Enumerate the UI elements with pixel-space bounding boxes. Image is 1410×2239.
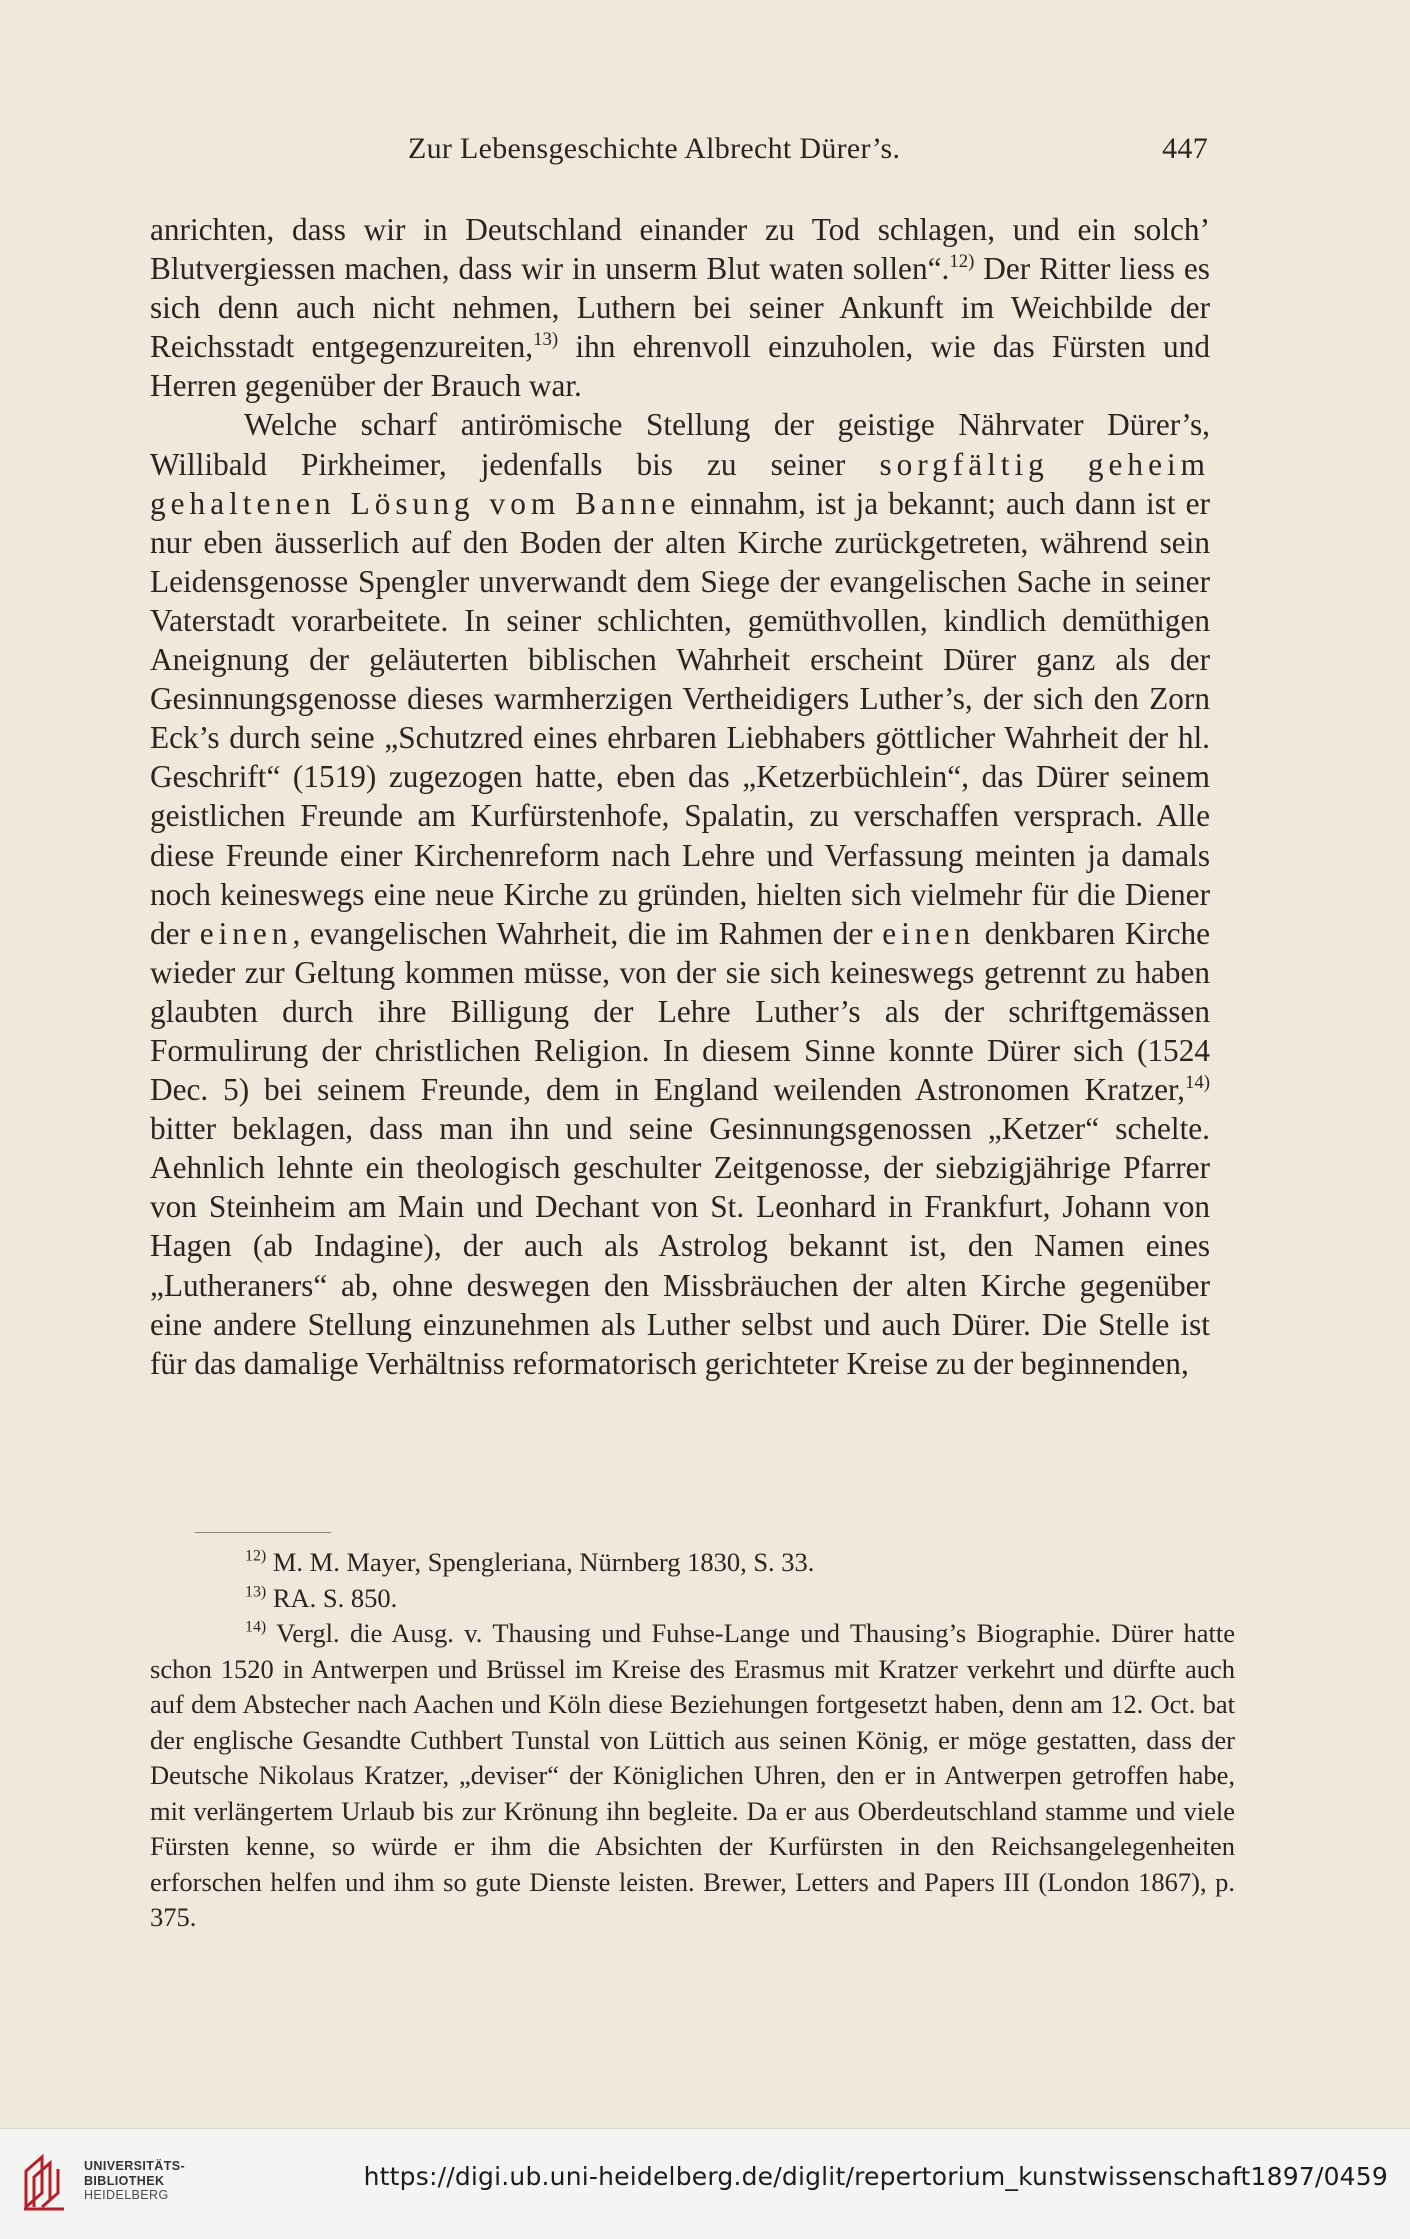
footnote-12 [150,1545,1235,1581]
footnote-13 [150,1581,1235,1617]
page-number: 447 [1162,132,1208,165]
footnote-text: RA. S. 850. [266,1582,398,1613]
emphasis-spaced: einen [199,915,293,951]
footnotes [150,1545,1235,1936]
emphasis-spaced: einen [882,915,976,951]
text-run: anrichten, dass wir in Deutschland einander zu Tod schlagen, und ein solch’ Blutvergiessen machen, dass wir in unserm Blut waten sollen“. [150,212,1210,287]
text-run: , evangelischen Wahrheit, die im Rahmen der [292,915,883,951]
library-logo-text [84,2159,185,2203]
footnote-ref-14: 14) [1184,1071,1210,1093]
logo-line: UNIVERSITÄTS- [84,2159,186,2173]
main-text [150,210,1210,1383]
footnote-mark: 13) [245,1583,267,1601]
footnote-ref-12: 12) [949,250,975,272]
footnote-text: M. M. Mayer, Spengleriana, Nürnberg 1830, S. 33. [266,1547,815,1577]
logo-line: HEIDELBERG [84,2188,169,2202]
paragraph [150,210,1210,405]
footnote-text: Vergl. die Ausg. v. Thausing und Fuhse-Lange und Thausing’s Biographie. Dürer hatte schon 1520 in Antwerpen und Brüssel im Kreise des Erasmus mit Kratzer verkehrt und dürfte auch auf dem Abstecher nach Aachen und Köln diese Beziehungen fortgesetzt haben, denn am 12. Oct. bat der englische Gesandte Cuthbert Tunstal von Lüttich aus seinen König, er möge gestatten, dass der Deutsche Nikolaus Kratzer, „deviser“ der Königlichen Uhren, den er in Antwerpen getroffen habe, mit verlängertem Urlaub bis zur Krönung ihn begleite. Da er aus Oberdeutschland stamme und viele Fürsten kenne, so würde er ihm die Absichten der Kurfürsten in den Reichsangelegenheiten erforschen helfen und ihm so gute Dienste leisten. Brewer, Letters and Papers III (London 1867), p. 375. [150,1618,1235,1932]
logo-line: BIBLIOTHEK [84,2173,165,2188]
footnote-divider [195,1532,331,1533]
footnote-mark: 14) [245,1618,267,1636]
text-run: einnahm, ist ja bekannt; auch dann ist er nur eben äusserlich auf den Boden der alten Kirche zurückgetreten, während sein Leidensgenosse Spengler unverwandt dem Siege der evangelischen Sache in seiner Vaterstadt vorarbeitete. In seiner schlichten, gemüthvollen, kindlich demüthigen Aneignung der geläuterten biblischen Wahrheit erscheint Dürer ganz als der Gesinnungsgenosse dieses warmherzigen Vertheidigers Luther’s, der sich den Zorn Eck’s durch seine „Schutzred eines ehrbaren Liebhabers göttlicher Wahrheit der hl. Geschrift“ (1519) zugezogen hatte, eben das „Ketzerbüchlein“, das Dürer seinem geistlichen Freunde am Kurfürstenhofe, Spalatin, zu verschaffen versprach. Alle diese Freunde einer Kirchenreform nach Lehre und Verfassung meinten ja damals noch keineswegs eine neue Kirche zu gründen, hielten sich vielmehr für die Diener der [150,485,1210,951]
footnote-14 [150,1616,1235,1936]
text-run: Der Ritter liess es sich denn auch nicht nehmen, Luthern bei seiner Ankunft im Weichbilde der Reichsstadt entgegenzureiten, [150,251,1210,365]
text-run: Welche scharf antirömische Stellung der geistige Nährvater Dürer’s, Willibald Pirkheimer, jedenfalls bis zu seiner [150,407,1210,482]
text-run: denkbaren Kirche wieder zur Geltung kommen müsse, von der sie sich keineswegs getrennt zu haben glaubten durch ihre Billigung der Lehre Luther’s als der schriftgemässen Formulirung der christlichen Religion. In diesem Sinne konnte Dürer sich (1524 Dec. 5) bei seinem Freunde, dem in England weilenden Astronomen Kratzer, [150,915,1210,1108]
footer-bar [0,2128,1410,2239]
text-run: ihn ehrenvoll einzuholen, wie das Fürsten und Herren gegenüber der Brauch war. [150,329,1210,404]
library-logo-icon [20,2149,74,2213]
footnote-mark: 12) [245,1547,267,1565]
emphasis-spaced: sorgfältig geheim gehaltenen Lösung vom Banne [150,446,1211,521]
footnote-ref-13: 13) [533,329,559,351]
text-run: bitter beklagen, dass man ihn und seine Gesinnungsgenossen „Ketzer“ schelte. Aehnlich lehnte ein theologisch geschulter Zeitgenosse, der siebzigjährige Pfarrer von Steinheim am Main und Dechant von St. Leonhard in Frankfurt, Johann von Hagen (ab Indagine), der auch als Astrolog bekannt ist, den Namen eines „Lutheraners“ ab, ohne deswegen den Missbräuchen der alten Kirche gegenüber eine andere Stellung einzunehmen als Luther selbst und auch Dürer. Die Stelle ist für das damalige Verhältniss reformatorisch gerichteter Kreise zu der beginnenden, [150,1111,1210,1381]
permalink-url[interactable]: https://digi.ub.uni-heidelberg.de/diglit/repertorium_kunstwissenschaft1897/0459 [363,2162,1388,2191]
running-title: Zur Lebensgeschichte Albrecht Dürer’s. [408,132,901,165]
paragraph [150,405,1210,1382]
